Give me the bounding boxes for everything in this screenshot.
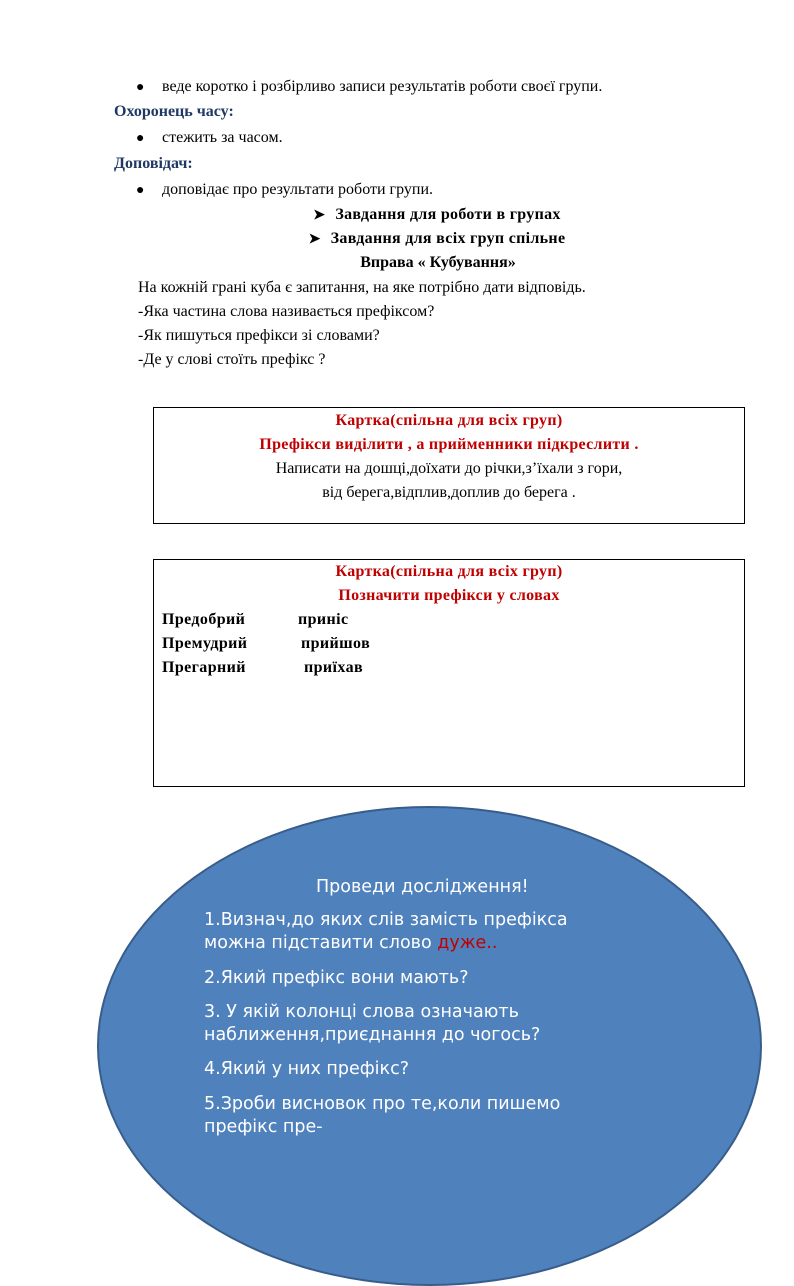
common-tasks-heading xyxy=(0,229,794,250)
bullet-reporter-duty xyxy=(136,180,433,201)
heading-text: Завдання для всіх груп спільне xyxy=(330,230,566,247)
role-timekeeper-heading: Охоронець часу: xyxy=(114,103,234,120)
role-reporter-heading: Доповідач: xyxy=(114,155,193,172)
research-item-1b xyxy=(204,932,497,955)
card-text-line: Написати на дошці,доїхати до річки,з’їхали з гори, xyxy=(275,460,623,477)
word-right: прийшов xyxy=(301,635,371,652)
exercise-title: Вправа « Кубування» xyxy=(360,254,516,271)
research-item-1a: 1.Визнач,до яких слів замість префікса xyxy=(204,910,568,930)
card-title: Картка(спільна для всіх груп) xyxy=(335,412,563,429)
question-1: -Яка частина слова називається префіксом? xyxy=(138,303,435,320)
research-item-2: 2.Який префікс вони мають? xyxy=(204,968,469,988)
arrow-bullet-icon: ➤ xyxy=(308,232,321,247)
arrow-bullet-icon: ➤ xyxy=(313,208,326,223)
bullet-icon: ● xyxy=(136,131,145,146)
bullet-text: стежить за часом. xyxy=(162,129,283,146)
research-item-1-keyword: дуже.. xyxy=(437,933,498,953)
card-title: Картка(спільна для всіх груп) xyxy=(335,563,563,580)
card-instruction: Позначити префікси у словах xyxy=(338,587,560,604)
word-right: приніс xyxy=(298,611,349,628)
research-item-5b: префікс пре- xyxy=(204,1117,323,1137)
card-mark-prefixes xyxy=(153,559,745,787)
word-left: Прегарний xyxy=(162,659,246,676)
group-tasks-heading xyxy=(0,205,794,226)
bullet-text: доповідає про результати роботи групи. xyxy=(162,181,434,198)
bullet-icon: ● xyxy=(136,80,145,95)
research-item-1b-text: можна підставити слово xyxy=(204,933,438,953)
word-left: Предобрий xyxy=(162,611,246,628)
card-instruction: Префікси виділити , а прийменники підкреслити . xyxy=(259,436,639,453)
research-item-3b: наближення,приєднання до чогось? xyxy=(204,1025,541,1045)
bullet-icon: ● xyxy=(136,183,145,198)
research-item-4: 4.Який у них префікс? xyxy=(204,1059,410,1079)
question-2: -Як пишуться префікси зі словами? xyxy=(138,327,380,344)
card-prefixes-prepositions xyxy=(153,407,745,524)
question-3: -Де у слові стоїть префікс ? xyxy=(138,351,326,368)
research-title: Проведи дослідження! xyxy=(316,877,529,897)
word-left: Премудрий xyxy=(162,635,248,652)
heading-text: Завдання для роботи в групах xyxy=(335,206,561,223)
research-item-5a: 5.Зроби висновок про те,коли пишемо xyxy=(204,1094,561,1114)
bullet-text: веде коротко і розбірливо записи результатів роботи своєї групи. xyxy=(162,78,603,95)
bullet-recorder-duty xyxy=(136,77,602,98)
word-right: приїхав xyxy=(304,659,364,676)
bullet-timekeeper-duty xyxy=(136,128,283,149)
exercise-intro: На кожній грані куба є запитання, на яке потрібно дати відповідь. xyxy=(138,279,586,296)
card-text-line: від берега,відплив,доплив до берега . xyxy=(322,484,576,501)
research-item-3a: 3. У якій колонці слова означають xyxy=(204,1002,519,1022)
